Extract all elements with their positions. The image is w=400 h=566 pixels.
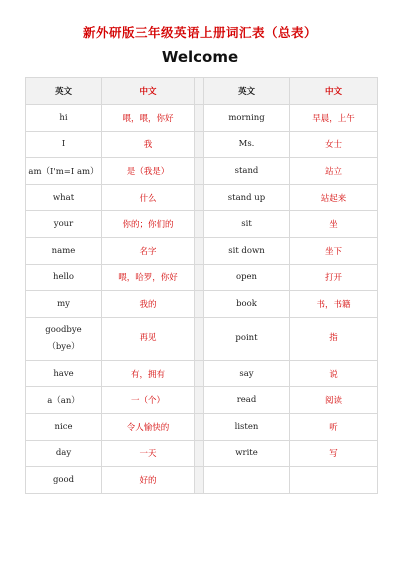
table-row [26, 158, 378, 185]
english-word: what [26, 184, 102, 211]
chinese-meaning: 喂，喂，你好 [102, 105, 195, 132]
column-gap [195, 211, 204, 238]
english-word: point [204, 317, 290, 360]
table-row [26, 467, 378, 494]
chinese-meaning: 坐下 [290, 237, 378, 264]
english-word: open [204, 264, 290, 291]
vocabulary-table [25, 77, 378, 494]
header-english-left: 英文 [26, 78, 102, 105]
english-word: have [26, 360, 102, 387]
table-row [26, 317, 378, 360]
table-row [26, 291, 378, 318]
table-row [26, 237, 378, 264]
table-row [26, 184, 378, 211]
chinese-meaning: 是（我是） [102, 158, 195, 185]
chinese-meaning: 你的；你们的 [102, 211, 195, 238]
english-word: sit [204, 211, 290, 238]
chinese-meaning: 打开 [290, 264, 378, 291]
chinese-meaning: 早晨，上午 [290, 105, 378, 132]
chinese-meaning [290, 467, 378, 494]
chinese-meaning: 令人愉快的 [102, 413, 195, 440]
chinese-meaning: 站起来 [290, 184, 378, 211]
english-word: a（an） [26, 387, 102, 414]
column-gap [195, 78, 204, 105]
column-gap [195, 467, 204, 494]
table-header-row [26, 78, 378, 105]
english-word: write [204, 440, 290, 467]
chinese-meaning: 写 [290, 440, 378, 467]
table-row [26, 413, 378, 440]
english-word: day [26, 440, 102, 467]
english-word [204, 467, 290, 494]
english-word: book [204, 291, 290, 318]
column-gap [195, 413, 204, 440]
table-row [26, 440, 378, 467]
english-word: nice [26, 413, 102, 440]
section-title: Welcome [161, 48, 239, 66]
english-word: am（I'm=I am） [26, 158, 102, 185]
table-row [26, 387, 378, 414]
english-word: read [204, 387, 290, 414]
chinese-meaning: 听 [290, 413, 378, 440]
column-gap [195, 105, 204, 132]
table-row [26, 360, 378, 387]
english-word-line: （bye） [47, 341, 80, 352]
column-gap [195, 131, 204, 158]
chinese-meaning: 什么 [102, 184, 195, 211]
english-word: listen [204, 413, 290, 440]
english-word: name [26, 237, 102, 264]
column-gap [195, 264, 204, 291]
table-row [26, 105, 378, 132]
english-word: hello [26, 264, 102, 291]
chinese-meaning: 一（个） [102, 387, 195, 414]
chinese-meaning: 我的 [102, 291, 195, 318]
chinese-meaning: 再见 [102, 317, 195, 360]
chinese-meaning: 坐 [290, 211, 378, 238]
chinese-meaning: 站立 [290, 158, 378, 185]
column-gap [195, 360, 204, 387]
column-gap [195, 291, 204, 318]
chinese-meaning: 书，书籍 [290, 291, 378, 318]
chinese-meaning: 好的 [102, 467, 195, 494]
chinese-meaning: 说 [290, 360, 378, 387]
column-gap [195, 158, 204, 185]
english-word: sit down [204, 237, 290, 264]
chinese-meaning: 喂，哈罗，你好 [102, 264, 195, 291]
english-word-line: goodbye [45, 324, 82, 335]
english-word: stand [204, 158, 290, 185]
english-word: say [204, 360, 290, 387]
chinese-meaning: 指 [290, 317, 378, 360]
chinese-meaning: 我 [102, 131, 195, 158]
english-word [26, 317, 102, 360]
header-chinese-right: 中文 [290, 78, 378, 105]
english-word: good [26, 467, 102, 494]
english-word: your [26, 211, 102, 238]
chinese-meaning: 一天 [102, 440, 195, 467]
table-row [26, 264, 378, 291]
column-gap [195, 440, 204, 467]
chinese-meaning: 阅读 [290, 387, 378, 414]
english-word: I [26, 131, 102, 158]
column-gap [195, 387, 204, 414]
table-row [26, 131, 378, 158]
column-gap [195, 317, 204, 360]
document-title: 新外研版三年级英语上册词汇表（总表） [82, 25, 317, 40]
chinese-meaning: 名字 [102, 237, 195, 264]
header-chinese-left: 中文 [102, 78, 195, 105]
header-english-right: 英文 [204, 78, 290, 105]
column-gap [195, 237, 204, 264]
english-word: hi [26, 105, 102, 132]
column-gap [195, 184, 204, 211]
table-row [26, 211, 378, 238]
english-word: stand up [204, 184, 290, 211]
chinese-meaning: 女士 [290, 131, 378, 158]
english-word: Ms. [204, 131, 290, 158]
english-word: morning [204, 105, 290, 132]
english-word: my [26, 291, 102, 318]
chinese-meaning: 有，拥有 [102, 360, 195, 387]
